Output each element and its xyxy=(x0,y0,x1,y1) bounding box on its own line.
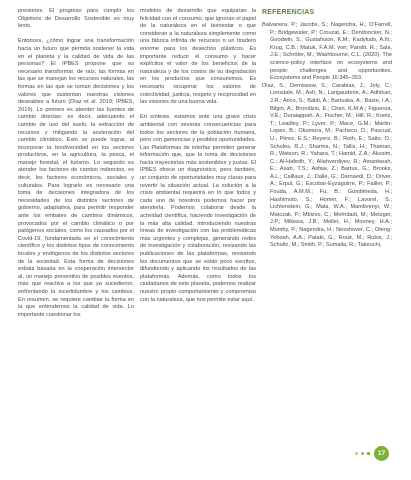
decorative-dots-icon xyxy=(354,451,372,456)
reference-item: Balvanera, P.; Jacobs, S.; Nagendra, H.; O'Farrell, P.; Bridgewater, P.; Crouzat, E.; Dendoncker, N.; Goodwin, S.; Gustafsson, K.M.; Kadykalo, A.N.; Krug, C.B.; Matuk, F.A.M. von; Pandit, R.; Sala, J.E.; Schröter, M.; Washbourne, C.L. (2020). The science-policy interface on ecosystems and people: challenges and opportunities. Ecosystems and People 16:345–353. xyxy=(262,22,392,82)
page-number: 17 xyxy=(374,446,389,461)
paragraph: presiones. El progreso para cumplir los Objetivos de Desarrollo Sostenible es muy lento. xyxy=(18,8,134,30)
body-column-middle xyxy=(140,8,256,312)
reference-item: Díaz, S.; Demissew, S.; Carabias, J.; Joly, C.; Lonsdale, M.; Ash, N.; Larigauderie, A.; Adhikari, J.R.; Arico, S.; Báldi, A.; Bartuska, A.; Baste, I.A.; Bilgin, A.; Brondizio, E.; Chan, K.M.A.; Figueroa, V.E.; Duraiappah, A.; Fischer, M.; Hill, R.; Koetz, T.; Leadley, P.; Lyver, P.; Mace, G.M.; Martin-Lopez, B.; Okumura, M.; Pacheco, D.; Pascual, U.; Pérez, E.S.; Reyers, B.; Roth, E.; Saito, O.; Scholes, R.J.; Sharma, N.; Tallis, H.; Thaman, R.; Watson, R.; Yahara, T.; Hamid, Z.A.; Akosim, C.; Al-Hafedh, Y.; Allahverdiyev, R.; Amankwah, E.; Asah, T.S.; Asfaw, Z.; Bartus, G.; Brooks, A.L.; Caillaux, J.; Dalle, G.; Darnaedi, D.; Driver, A.; Erpul, G.; Escobar-Eyzaguirre, P.; Failler, P.; Fouda, A.M.M.; Fu, B.; Gundimeda, H.; Hashimoto, S.; Homer, F.; Lavorel, S.; Lichtenstein, G.; Mala, W.A.; Mandivenyi, W.; Matczak, P.; Mbizvo, C.; Mehrdadi, M.; Metzger, J.P.; Mikissa, J.B.; Moller, H.; Mooney, H.A.; Mumby, P.; Nagendra, H.; Nesshover, C.; Oteng-Yeboah, A.A.; Pataki, G.; Roué, M.; Rubis, J.; Schultz, M.; Smith, P.; Sumaila, R.; Takeuchi, xyxy=(262,82,392,249)
paragraph: modelos de desarrollo que equiparan la felicidad con el consumo, que ignoran el papel de la naturaleza en el bienestar o que consideran a la naturaleza simplemente como una fábrica infinita de recursos o un tiradero enorme para los desechos plásticos. Es importante reducir el consumo y hacer explícitos el valor de los beneficios de la naturaleza y de los costos de su degradación en los productos que consumimos. Es necesario recuperar los valores de colectividad, justicia, respeto y reciprocidad en las visiones de una buena vida. xyxy=(140,8,256,106)
body-column-left xyxy=(18,8,134,327)
references-heading: REFERENCIAS xyxy=(262,9,315,16)
references-column xyxy=(262,8,392,250)
paragraph: Entonces, ¿cómo lograr una transformación hacia un futuro que permita sostener la vida en el planeta y la calidad de vida de las personas? El IPBES propone que es necesario transformar, de raíz, las formas en las que se manejan los recursos naturales, las formas en las que se toman decisiones y los valores que sustentan nuestras visiones deseables a futuro (Díaz et al. 2019; IPBES, 2019). Lo primero es atender las fuentes de cambio directas: es decir, adecuando el cambio de uso del suelo, la extracción de recursos y mitigando la aceleración del cambio climático. Esto se puede lograr, al incorporar la biodiversidad en los sectores productivos, en la agricultura, la pesca, el manejo forestal, el turismo. Lo segundo es atender los factores de cambio indirectos, es decir, los factores económicos, sociales y culturales. Para lograrlo es necesario una toma de decisiones integradora de los necesidades de los distintos sectores de gobierno, adaptativa, para permitir responder ante los embates de cambios dinámicos, provocados por el cambio climático o por patógenos sociales, como los causados por el Covid-19, fundamentada en el conocimiento científico y los distintos tipos de conocimiento locales y endógenos de los distintos sectores de la sociedad. Esta forma de decisiones exbala basada en la cooperación intersector al, un manejo preventivo de posibles eventos, más que reactiva a los que ya sucedieron, enfrentando la incertidumbre y los cambios. En resumen, se requiere cambiar la forma en la que entendemos la calidad de vida. Lo importante cuestionar los xyxy=(18,38,134,318)
paragraph: En síntesis, estamos ante una grave crisis ambiental con severas consecuencias para todos los sectores de la población humana, pero con gamencias y posibles oportunidades. Las Plataformas de interfaz permiten generar información que, que la toma de decisiones hacia trayectorias más sostenibles y justas. El IPBES ofrece un diagnóstico, pero también, un conjunto de oportunidades muy claras para revertir la situación actual. La solución a la crisis ambiental requerirá en lo que todos y cada uno de nosotros podemos hacer por atenderla. Podemos colaborar desde la actividad científica, haciendo investigación de la más alta calidad, introduciendo nuestras líneas de investigación con las problemáticas más urgentes y complejas, generando redes de investigación y colaboración, revisando las publicaciones de las plataformas, revisando los documentos que se están poco escritos, difundiendo y aplicando los resultados de las plataformas. Además, como todos los ciudadanos de este planeta, podemos realizar nuestro propio comportamiento y compromiso con la naturaleza, que nos permite estar aquí. xyxy=(140,114,256,303)
reference-list xyxy=(262,22,392,250)
